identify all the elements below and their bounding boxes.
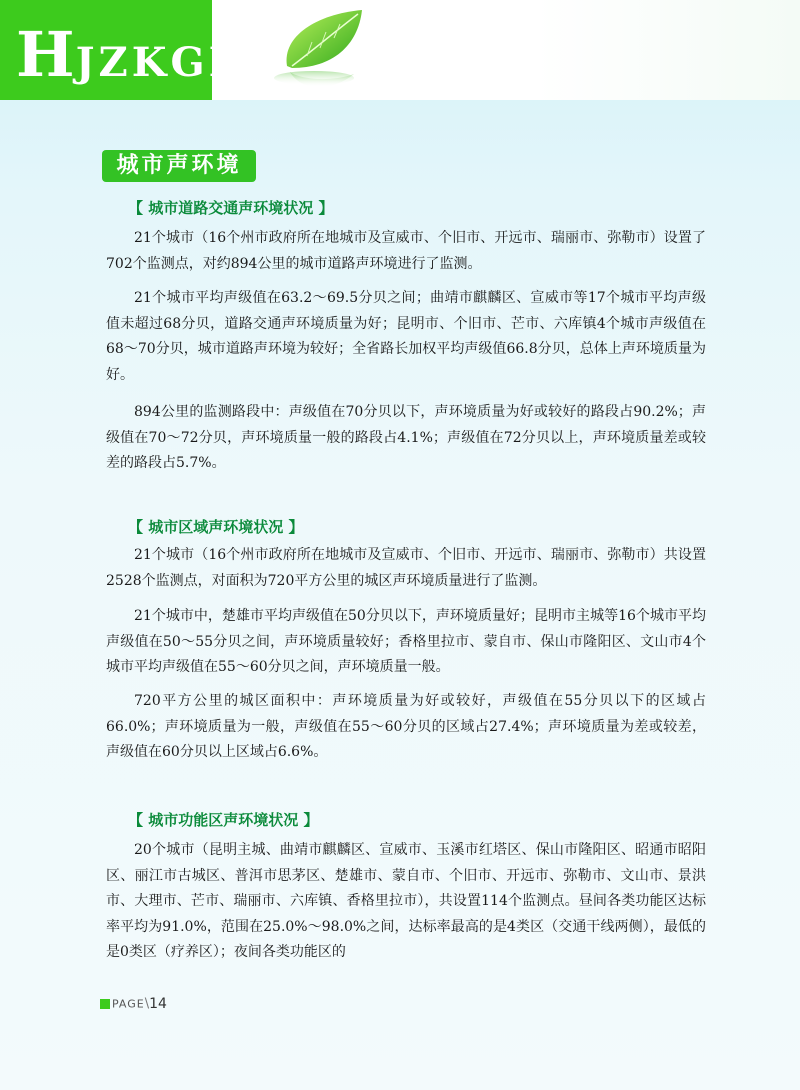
functional-paragraph-1: 20个城市（昆明主城、曲靖市麒麟区、宣威市、玉溪市红塔区、保山市隆阳区、昭通市昭阳区、丽江市古城区、普洱市思茅区、楚雄市、蒙自市、个旧市、开远市、弥勒市、文山市、景洪市、大理市、芒市、瑞丽市、六库镇、香格里拉市），共设置114个监测点。昼间各类功能区达标率平均为91.0%，范围在25.0%～98.0%之间，达标率最高的是4类区（交通干线两侧），最低的是0类区（疗养区）；夜间各类功能区的 [106,842,706,960]
road-paragraph-1: 21个城市（16个州市政府所在地城市及宣威市、个旧市、开远市、瑞丽市、弥勒市）设置了702个监测点，对约894公里的城市道路声环境进行了监测。 [106,230,706,272]
logo-first-letter: H [16,18,76,91]
road-noise-heading: 【 城市道路交通声环境状况 】 [128,199,334,217]
section-title-box [102,150,256,182]
functional-noise-heading: 【 城市功能区声环境状况 】 [128,811,319,829]
magazine-logo [16,18,247,98]
area-noise-heading: 【 城市区域声环境状况 】 [128,518,304,536]
footer-slash: \ [144,996,150,1012]
area-paragraph-2: 21个城市中，楚雄市平均声级值在50分贝以下，声环境质量好；昆明市主城等16个城市平均声级值在50～55分贝之间，声环境质量较好；香格里拉市、蒙自市、保山市隆阳区、文山市4个城市平均声级值在55～60分贝之间，声环境质量一般。 [106,608,706,675]
road-paragraph-2: 21个城市平均声级值在63.2～69.5分贝之间；曲靖市麒麟区、宣威市等17个城市平均声级值未超过68分贝，道路交通声环境质量为好；昆明市、个旧市、芒市、六库镇4个城市声级值在68～70分贝，城市道路声环境为较好；全省路长加权平均声级值66.8分贝，总体上声环境质量为好。 [106,290,706,383]
area-paragraph-1: 21个城市（16个州市政府所在地城市及宣威市、个旧市、开远市、瑞丽市、弥勒市）共设置2528个监测点，对面积为720平方公里的城区声环境质量进行了监测。 [106,547,706,589]
leaf-icon [262,6,382,98]
page-footer [100,996,167,1012]
page-label: PAGE [112,997,145,1011]
footer-square-icon [100,999,110,1009]
section-title: 城市声环境 [116,153,242,178]
page-number: 14 [149,996,167,1012]
area-paragraph-3: 720平方公里的城区面积中：声环境质量为好或较好，声级值在55分贝以下的区域占66.0%；声环境质量为一般，声级值在55～60分贝的区域占27.4%；声环境质量为差或较差，声级值在60分贝以上区域占6.6%。 [106,693,706,760]
logo-rest-letters: JZKGB [75,39,247,86]
road-paragraph-3: 894公里的监测路段中：声级值在70分贝以下，声环境质量为好或较好的路段占90.2%；声级值在70～72分贝，声环境质量一般的路段占4.1%；声级值在72分贝以上，声环境质量差或较差的路段占5.7%。 [106,404,706,471]
